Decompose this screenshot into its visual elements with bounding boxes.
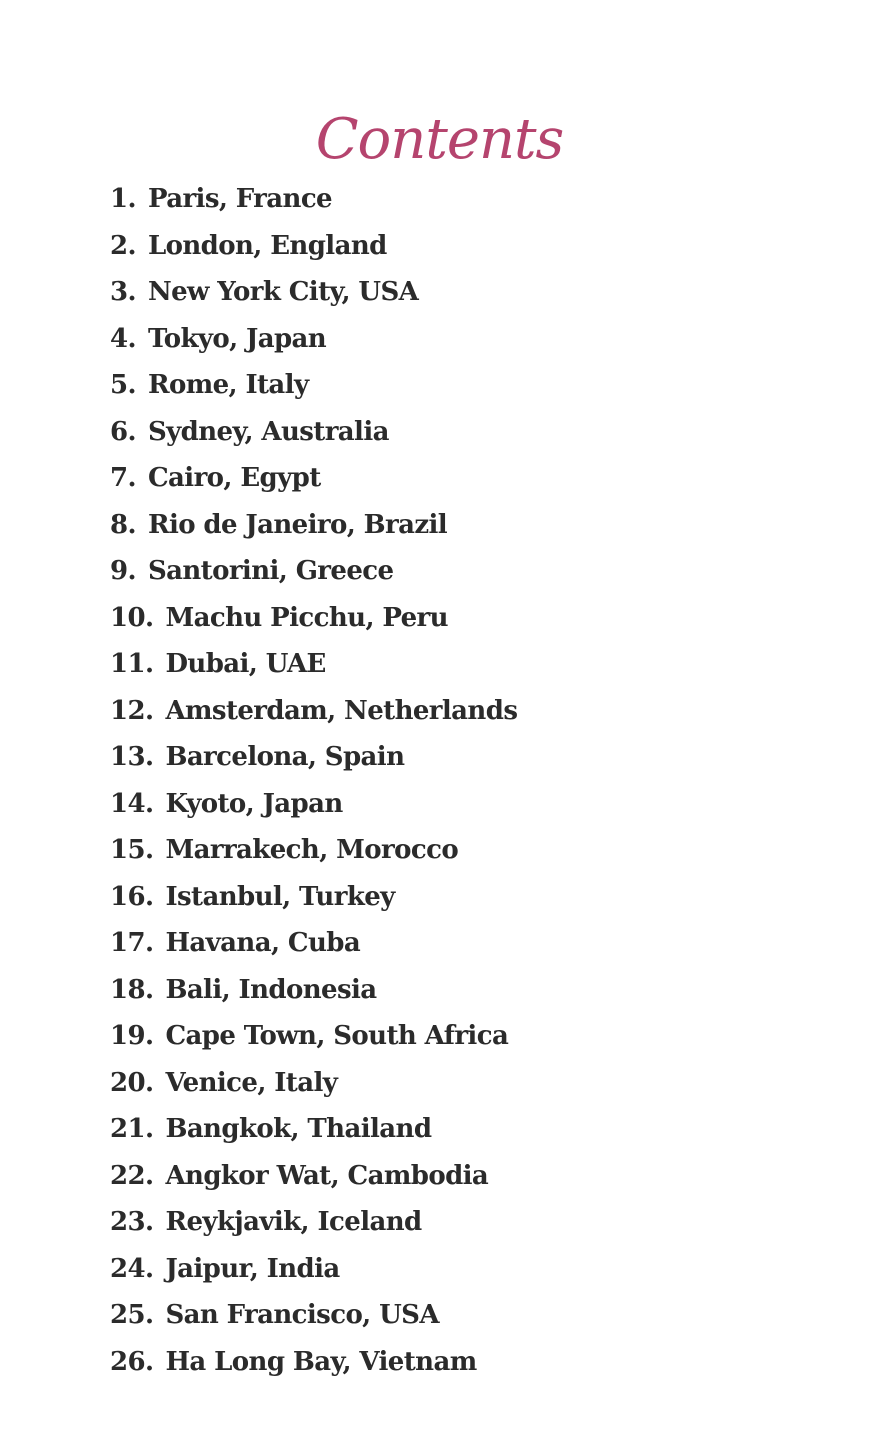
list-item-number: 15. <box>110 835 154 865</box>
list-item <box>110 874 517 921</box>
page-title: Contents <box>315 106 564 172</box>
list-item <box>110 409 517 456</box>
list-item <box>110 269 517 316</box>
list-item <box>110 1292 517 1339</box>
list-item-label: Kyoto, Japan <box>165 788 343 819</box>
list-item <box>110 502 517 549</box>
list-item-number: 1. <box>110 184 136 214</box>
list-item <box>110 734 517 781</box>
list-item-number: 10. <box>110 602 154 633</box>
list-item <box>110 455 517 502</box>
list-item-label: Santorini, Greece <box>147 556 394 586</box>
list-item-label: Jaipur, India <box>165 1253 340 1284</box>
list-item-number: 14. <box>110 788 154 819</box>
list-item <box>110 641 517 688</box>
list-item-number: 25. <box>110 1300 154 1330</box>
list-item <box>110 1060 517 1107</box>
list-item-number: 13. <box>110 742 154 772</box>
list-item-number: 19. <box>110 1021 154 1051</box>
list-item-number: 23. <box>110 1207 154 1237</box>
list-item-label: New York City, USA <box>147 277 419 307</box>
list-item-number: 17. <box>110 928 154 958</box>
list-item-number: 22. <box>110 1160 154 1191</box>
list-item-label: London, England <box>147 230 387 261</box>
list-item-label: Rio de Janeiro, Brazil <box>147 509 448 540</box>
list-item-label: Machu Picchu, Peru <box>165 602 448 633</box>
list-item-label: Istanbul, Turkey <box>165 881 395 912</box>
list-item-number: 3. <box>110 277 136 307</box>
list-item-number: 21. <box>110 1114 154 1144</box>
list-item-number: 6. <box>110 416 136 447</box>
list-item-number: 16. <box>110 881 154 912</box>
list-item <box>110 920 517 967</box>
list-item-label: Cape Town, South Africa <box>165 1021 509 1051</box>
list-item-number: 4. <box>110 323 136 354</box>
list-item-label: Venice, Italy <box>165 1067 338 1098</box>
list-item-label: Havana, Cuba <box>165 928 361 958</box>
list-item-label: Rome, Italy <box>147 370 309 400</box>
list-item-number: 24. <box>110 1253 154 1284</box>
list-item <box>110 223 517 270</box>
table-of-contents <box>110 176 517 1385</box>
list-item-number: 7. <box>110 463 136 493</box>
list-item-label: Dubai, UAE <box>165 649 326 679</box>
list-item <box>110 595 517 642</box>
list-item-label: Angkor Wat, Cambodia <box>165 1160 489 1191</box>
list-item-label: Sydney, Australia <box>147 416 389 447</box>
list-item-label: Marrakech, Morocco <box>165 835 459 865</box>
list-item-number: 9. <box>110 556 136 586</box>
list-item <box>110 1106 517 1153</box>
list-item <box>110 1013 517 1060</box>
list-item-label: Barcelona, Spain <box>165 742 405 772</box>
list-item <box>110 176 517 223</box>
list-item-number: 12. <box>110 695 154 726</box>
list-item-label: Bali, Indonesia <box>165 974 377 1005</box>
list-item <box>110 827 517 874</box>
list-item <box>110 688 517 735</box>
list-item-label: San Francisco, USA <box>165 1300 439 1330</box>
list-item-number: 20. <box>110 1067 154 1098</box>
list-item-label: Cairo, Egypt <box>147 463 321 493</box>
list-item <box>110 1199 517 1246</box>
list-item <box>110 316 517 363</box>
list-item <box>110 548 517 595</box>
list-item <box>110 362 517 409</box>
list-item-number: 11. <box>110 649 154 679</box>
list-item-label: Amsterdam, Netherlands <box>165 695 518 726</box>
list-item <box>110 1153 517 1200</box>
list-item-label: Tokyo, Japan <box>147 323 327 354</box>
list-item-number: 18. <box>110 974 154 1005</box>
list-item-label: Paris, France <box>147 184 332 214</box>
list-item-number: 8. <box>110 509 136 540</box>
list-item-label: Ha Long Bay, Vietnam <box>165 1346 477 1377</box>
list-item-number: 26. <box>110 1346 154 1377</box>
list-item-label: Bangkok, Thailand <box>165 1114 432 1144</box>
list-item <box>110 1246 517 1293</box>
list-item-label: Reykjavik, Iceland <box>165 1207 422 1237</box>
list-item <box>110 1339 517 1386</box>
list-item-number: 2. <box>110 230 136 261</box>
list-item <box>110 781 517 828</box>
list-item <box>110 967 517 1014</box>
list-item-number: 5. <box>110 370 136 400</box>
